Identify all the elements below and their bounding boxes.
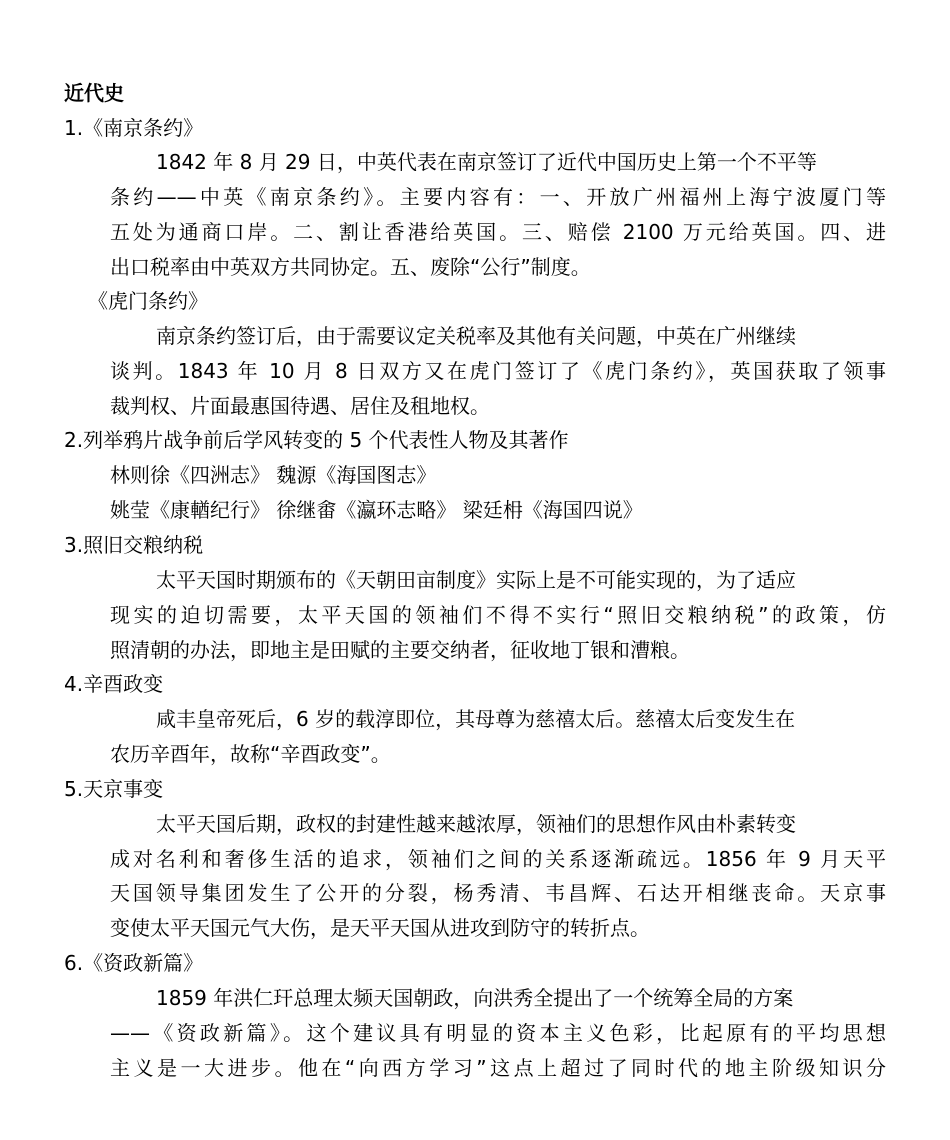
paragraph-line: 咸丰皇帝死后，6 岁的载淳即位，其母尊为慈禧太后。慈禧太后变发生在 — [156, 707, 796, 731]
section-title: 3.照旧交粮纳税 — [64, 533, 204, 557]
section-title: 1.《南京条约》 — [64, 116, 204, 140]
paragraph-line: 天国领导集团发生了公开的分裂，杨秀清、韦昌辉、石达开相继丧命。天京事 — [110, 881, 886, 905]
paragraph-line: 太平天国后期，政权的封建性越来越浓厚，领袖们的思想作风由朴素转变 — [156, 812, 796, 836]
paragraph-line: 成对名利和奢侈生活的追求，领袖们之间的关系逐渐疏远。1856 年 9 月天平 — [110, 847, 886, 871]
paragraph-line: ——《资政新篇》。这个建议具有明显的资本主义色彩，比起原有的平均思想 — [110, 1021, 886, 1045]
paragraph-line: 南京条约签订后，由于需要议定关税率及其他有关问题，中英在广州继续 — [156, 324, 796, 348]
section-title: 4.辛酉政变 — [64, 672, 164, 696]
paragraph-line: 现实的迫切需要，太平天国的领袖们不得不实行“照旧交粮纳税”的政策，仿 — [110, 603, 886, 627]
paragraph-line: 裁判权、片面最惠国待遇、居住及租地权。 — [110, 394, 490, 418]
section-title: 6.《资政新篇》 — [64, 951, 204, 975]
paragraph-line: 1842 年 8 月 29 日，中英代表在南京签订了近代中国历史上第一个不平等 — [156, 150, 817, 174]
paragraph-line: 太平天国时期颁布的《天朝田亩制度》实际上是不可能实现的，为了适应 — [156, 568, 796, 592]
paragraph-line: 五处为通商口岸。二、割让香港给英国。三、赔偿 2100 万元给英国。四、进 — [110, 220, 886, 244]
paragraph-line: 照清朝的办法，即地主是田赋的主要交纳者，征收地丁银和漕粮。 — [110, 638, 690, 662]
page-heading: 近代史 — [64, 81, 124, 105]
paragraph-line: 主义是一大进步。他在“向西方学习”这点上超过了同时代的地主阶级知识分 — [110, 1056, 886, 1080]
section-title: 2.列举鸦片战争前后学风转变的 5 个代表性人物及其著作 — [64, 428, 569, 452]
paragraph-line: 条约——中英《南京条约》。主要内容有：一、开放广州福州上海宁波厦门等 — [110, 185, 886, 209]
list-item: 姚莹《康輶纪行》 徐继畬《瀛环志略》 梁廷枏《海国四说》 — [110, 498, 643, 522]
list-item: 林则徐《四洲志》 魏源《海国图志》 — [110, 463, 437, 487]
paragraph-line: 谈判。1843 年 10 月 8 日双方又在虎门签订了《虎门条约》，英国获取了领事 — [110, 359, 886, 383]
section-title: 《虎门条约》 — [88, 289, 208, 313]
paragraph-line: 1859 年洪仁玕总理太频天国朝政，向洪秀全提出了一个统筹全局的方案 — [156, 986, 794, 1010]
paragraph-line: 变使太平天国元气大伤，是天平天国从进攻到防守的转折点。 — [110, 916, 650, 940]
paragraph-line: 农历辛酉年，故称“辛酉政变”。 — [110, 742, 391, 766]
section-title: 5.天京事变 — [64, 777, 164, 801]
paragraph-line: 出口税率由中英双方共同协定。五、废除“公行”制度。 — [110, 255, 591, 279]
